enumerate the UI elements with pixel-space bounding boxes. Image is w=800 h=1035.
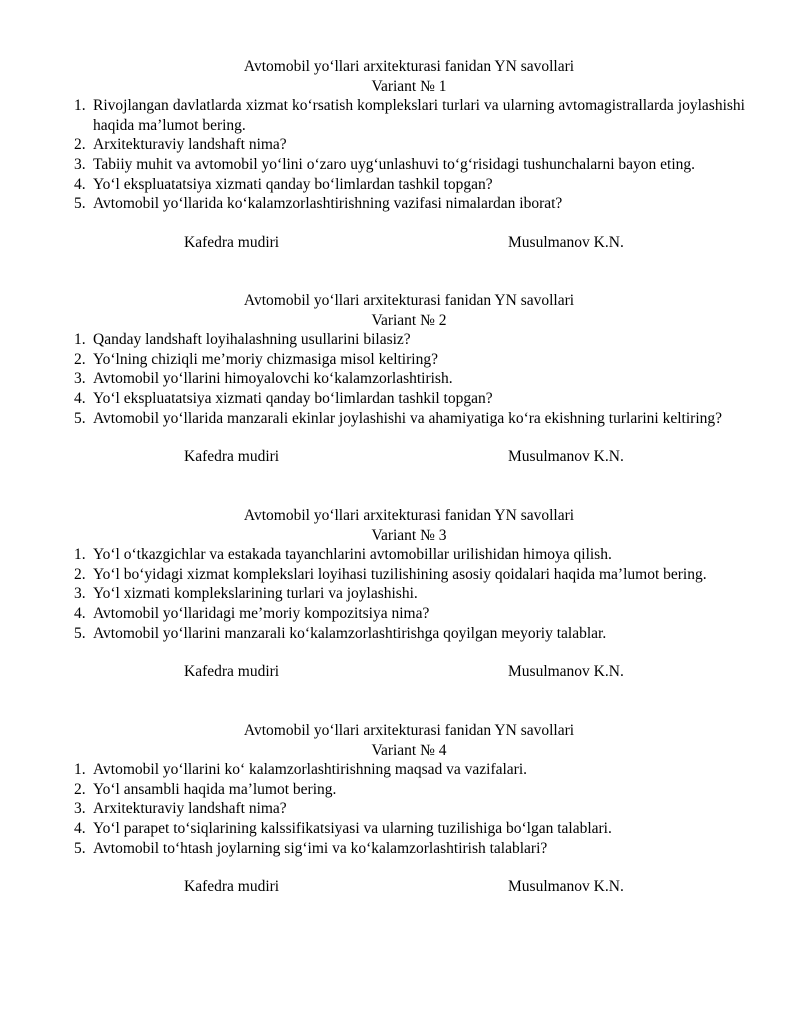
question-text: Yo‘l ansambli haqida ma’lumot bering. (93, 780, 337, 798)
variant-number: Variant № 2 (371, 311, 447, 329)
question-item (73, 565, 745, 585)
question-item (73, 839, 745, 859)
variant-number: Variant № 3 (371, 526, 447, 544)
question-text: Avtomobil yo‘llarini himoyalovchi ko‘kalamzorlashtirish. (93, 370, 453, 388)
question-item (73, 175, 745, 195)
signature-name: Musulmanov K.N. (508, 448, 624, 466)
question-item (73, 624, 745, 644)
signature-line (73, 447, 745, 467)
question-number: 5. (74, 839, 86, 857)
signature-line (73, 233, 745, 253)
question-text: Avtomobil yo‘llarini ko‘ kalamzorlashtirishning maqsad va vazifalari. (93, 761, 528, 779)
question-text: Avtomobil yo‘llarida manzarali ekinlar joylashishi va ahamiyatiga ko‘ra ekishning turlarini keltiring? (93, 409, 722, 427)
signature-role: Kafedra mudiri (184, 663, 280, 681)
variant-block-2 (73, 291, 745, 467)
signature-role: Kafedra mudiri (184, 448, 280, 466)
question-list (73, 545, 745, 643)
question-text: Yo‘l o‘tkazgichlar va estakada tayanchlarini avtomobillar urilishidan himoya qilish. (93, 546, 612, 564)
question-number: 5. (74, 195, 86, 213)
question-text: Tabiiy muhit va avtomobil yo‘lini o‘zaro uyg‘unlashuvi to‘g‘risidagi tushunchalarni bayon eting. (93, 155, 696, 173)
question-text: Rivojlangan davlatlarda xizmat ko‘rsatish komplekslari turlari va ularning avtomagistrallarda joylashishi haqida ma’lumot bering. (93, 97, 745, 134)
signature-name: Musulmanov K.N. (508, 878, 624, 896)
variant-title: Avtomobil yo‘llari arxitekturasi fanidan YN savollari (243, 292, 575, 309)
question-item (73, 545, 745, 565)
question-item (73, 96, 745, 135)
signature-name: Musulmanov K.N. (508, 663, 624, 681)
question-item (73, 819, 745, 839)
question-number: 4. (74, 604, 86, 622)
question-number: 3. (74, 155, 86, 173)
variant-block-1 (73, 57, 745, 253)
variant-title: Avtomobil yo‘llari arxitekturasi fanidan YN savollari (243, 58, 575, 75)
question-number: 1. (74, 331, 86, 349)
question-text: Arxitekturaviy landshaft nima? (93, 136, 287, 154)
question-text: Avtomobil to‘htash joylarning sig‘imi va ko‘kalamzorlashtirish talablari? (93, 839, 548, 857)
question-text: Yo‘l xizmati komplekslarining turlari va joylashishi. (93, 585, 418, 603)
question-text: Avtomobil yo‘llarida ko‘kalamzorlashtirishning vazifasi nimalardan iborat? (93, 195, 563, 213)
question-list (73, 96, 745, 214)
question-item (73, 389, 745, 409)
signature-line (73, 877, 745, 897)
question-list (73, 330, 745, 428)
variant-title: Avtomobil yo‘llari arxitekturasi fanidan YN savollari (243, 507, 575, 524)
variant-block-4 (73, 721, 745, 897)
question-text: Qanday landshaft loyihalashning usullarini bilasiz? (93, 331, 411, 349)
question-number: 5. (74, 624, 86, 642)
question-item (73, 604, 745, 624)
question-number: 3. (74, 370, 86, 388)
question-item (73, 584, 745, 604)
question-number: 1. (74, 97, 86, 115)
question-item (73, 155, 745, 175)
question-text: Yo‘l bo‘yidagi xizmat komplekslari loyihasi tuzilishining asosiy qoidalari haqida ma’lumot bering. (93, 565, 707, 583)
question-item (73, 409, 745, 429)
variant-number: Variant № 4 (371, 741, 447, 759)
variant-block-3 (73, 506, 745, 682)
question-text: Yo‘l parapet to‘siqlarining kalssifikatsiyasi va ularning tuzilishiga bo‘lgan talablari. (93, 819, 612, 837)
question-text: Yo‘l ekspluatatsiya xizmati qanday bo‘limlardan tashkil topgan? (93, 389, 493, 407)
question-text: Avtomobil yo‘llarini manzarali ko‘kalamzorlashtirishga qoyilgan meyoriy talablar. (93, 624, 607, 642)
question-number: 3. (74, 800, 86, 818)
question-number: 2. (74, 780, 86, 798)
question-item (73, 799, 745, 819)
question-number: 4. (74, 175, 86, 193)
question-number: 1. (74, 546, 86, 564)
signature-line (73, 662, 745, 682)
question-item (73, 330, 745, 350)
question-number: 1. (74, 761, 86, 779)
question-number: 3. (74, 585, 86, 603)
question-item (73, 350, 745, 370)
question-number: 5. (74, 409, 86, 427)
signature-role: Kafedra mudiri (184, 878, 280, 896)
question-item (73, 760, 745, 780)
question-text: Yo‘lning chiziqli me’moriy chizmasiga misol keltiring? (93, 350, 438, 368)
question-number: 2. (74, 136, 86, 154)
question-list (73, 760, 745, 858)
question-number: 4. (74, 389, 86, 407)
question-text: Avtomobil yo‘llaridagi me’moriy kompozitsiya nima? (93, 604, 430, 622)
question-text: Arxitekturaviy landshaft nima? (93, 800, 287, 818)
question-text: Yo‘l ekspluatatsiya xizmati qanday bo‘limlardan tashkil topgan? (93, 175, 493, 193)
question-item (73, 194, 745, 214)
question-number: 4. (74, 819, 86, 837)
question-item (73, 369, 745, 389)
question-number: 2. (74, 565, 86, 583)
question-item (73, 780, 745, 800)
question-item (73, 135, 745, 155)
signature-name: Musulmanov K.N. (508, 233, 624, 251)
variant-number: Variant № 1 (371, 77, 447, 95)
question-number: 2. (74, 350, 86, 368)
signature-role: Kafedra mudiri (184, 233, 280, 251)
variant-title: Avtomobil yo‘llari arxitekturasi fanidan YN savollari (243, 722, 575, 739)
